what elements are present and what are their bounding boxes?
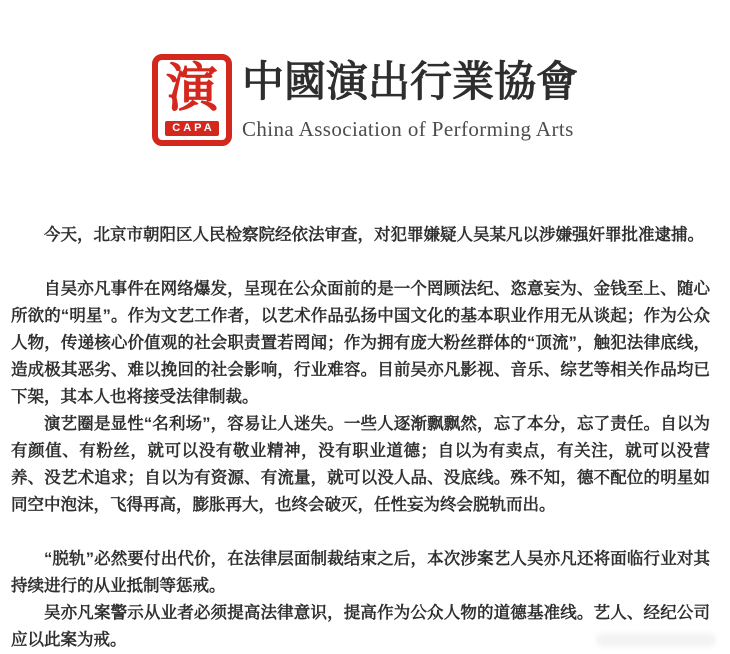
org-titles (242, 54, 578, 142)
statement-body (0, 222, 730, 654)
org-header (0, 54, 730, 146)
statement-paragraph-condemnation: 自吴亦凡事件在网络爆发，呈现在公众面前的是一个罔顾法纪、恣意妄为、金钱至上、随心所欲的“明星”。作为文艺工作者，以艺术作品弘扬中国文化的基本职业作用无从谈起；作为公众人物，传递核心价值观的社会职责置若罔闻；作为拥有庞大粉丝群体的“顶流”，触犯法律底线，造成极其恶劣、难以挽回的社会影响，行业难容。目前吴亦凡影视、音乐、综艺等相关作品均已下架，其本人也将接受法律制裁。 (11, 280, 711, 406)
statement-paragraph-arrest: 今天，北京市朝阳区人民检察院经依法审查，对犯罪嫌疑人吴某凡以涉嫌强奸罪批准逮捕。 (44, 226, 704, 244)
org-title-chinese: 中國演出行業協會 (241, 60, 578, 106)
statement-paragraph-industry-warning: 演艺圈是显性“名利场”，容易让人迷失。一些人逐渐飘飘然，忘了本分，忘了责任。自以为有颜值、有粉丝，就可以没有敬业精神，没有职业道德；自以为有卖点，有关注，就可以没营养、没艺术追求；自以为有资源、有流量，就可以没人品、没底线。殊不知，德不配位的明星如同空中泡沫，飞得再高，膨胀再大，也终会破灭，任性妄为终会脱轨而出。 (11, 415, 710, 514)
statement-paragraph-consequences: “脱轨”必然要付出代价，在法律层面制裁结束之后，本次涉案艺人吴亦凡还将面临行业对其持续进行的从业抵制等惩戒。 (11, 550, 710, 595)
org-title-english: China Association of Performing Arts (241, 117, 574, 141)
watermark (596, 633, 716, 647)
seal-caption: CAPA (165, 121, 218, 136)
statement-paragraph-lesson: 吴亦凡案警示从业者必须提高法律意识，提高作为公众人物的道德基准线。艺人、经纪公司应以此案为戒。 (11, 604, 710, 649)
capa-seal-logo (152, 54, 232, 146)
seal-character-icon: 演 (165, 61, 218, 118)
